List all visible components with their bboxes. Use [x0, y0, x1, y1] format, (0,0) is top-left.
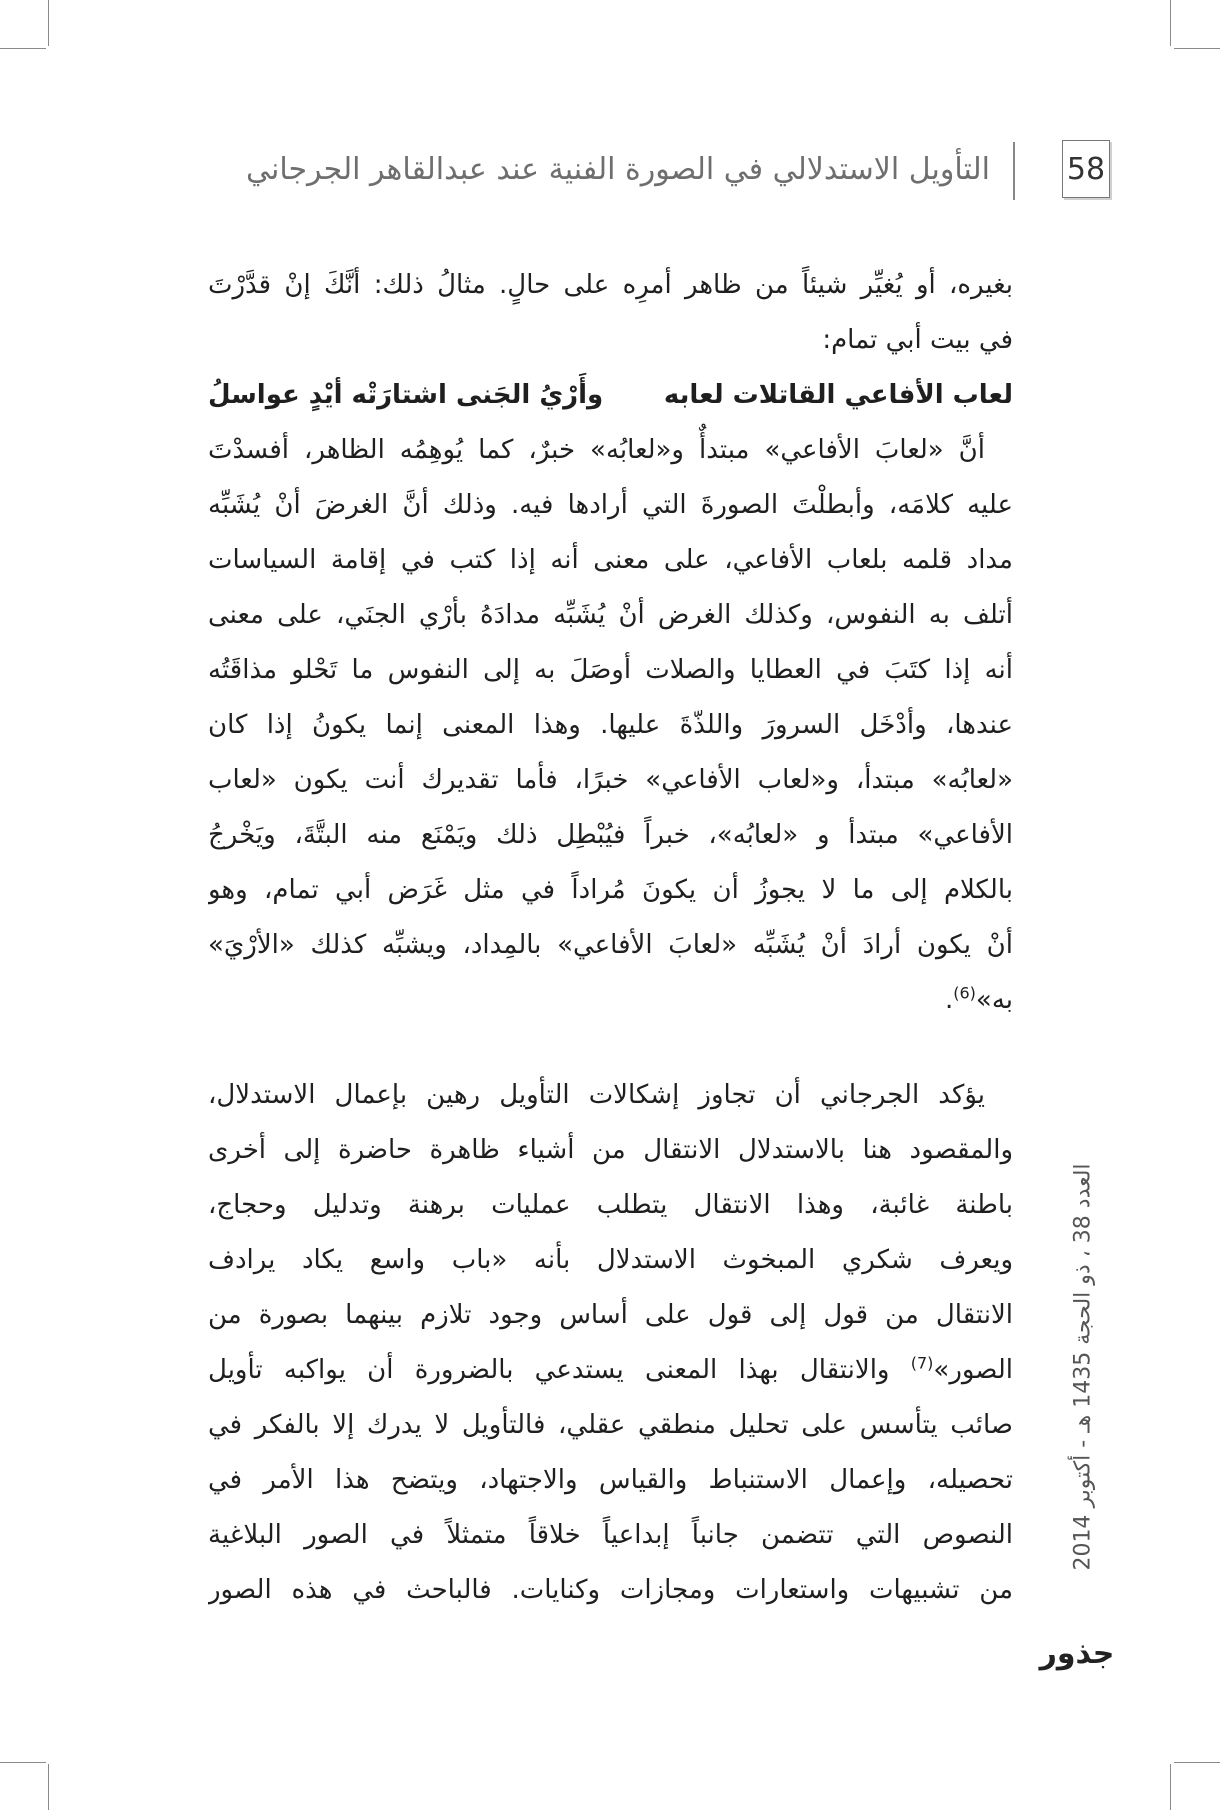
poem-verse — [208, 368, 1013, 423]
text-line: الانتقال من قول إلى قول على أساس وجود تلازم بينهما بصورة من — [208, 1300, 1013, 1330]
text-line — [208, 1343, 1013, 1398]
crop-mark — [0, 48, 46, 49]
text-line: ويعرف شكري المبخوث الاستدلال بأنه «باب واسع يكاد يرادف — [208, 1245, 1013, 1275]
text-line: عندها، وأدْخَل السرورَ واللذّةَ عليها. وهذا المعنى إنما يكونُ إذا كان — [208, 710, 1013, 740]
issue-info — [1061, 1112, 1105, 1622]
text-line: «لعابُه» مبتدأ، و«لعاب الأفاعي» خبرًا، فأما تقديرك أنت يكون «لعاب — [208, 765, 1013, 795]
paragraph-gap — [208, 1028, 1013, 1068]
text-fragment: والانتقال بهذا المعنى يستدعي بالضرورة أن يواكبه تأويل — [208, 1355, 911, 1385]
text-line: أتلف به النفوس، وكذلك الغرض أنْ يُشَبِّه مدادَهُ بأرْي الجنَي، على معنى — [208, 600, 1013, 630]
text-line: يؤكد الجرجاني أن تجاوز إشكالات التأويل رهين بإعمال الاستدلال، — [208, 1080, 985, 1110]
running-title: التأويل الاستدلالي في الصورة الفنية عند عبدالقاهر الجرجاني — [246, 152, 990, 187]
text-line: النصوص التي تتضمن جانباً إبداعياً خلاقاً متمثلاً في الصور البلاغية — [208, 1520, 1013, 1550]
crop-mark — [0, 1762, 46, 1763]
crop-mark — [1174, 48, 1220, 49]
text-fragment: به» — [975, 985, 1013, 1015]
text-fragment: الصور» — [933, 1355, 1013, 1385]
journal-logo: جذور — [1039, 1635, 1115, 1671]
crop-mark — [1170, 0, 1171, 46]
crop-mark — [1170, 1764, 1171, 1810]
verse-hemistich-2: وأَرْيُ الجَنى اشتارَتْه أيْدٍ عواسلُ — [208, 380, 604, 410]
text-line: صائب يتأسس على تحليل منطقي عقلي، فالتأويل لا يدرك إلا بالفكر في — [208, 1410, 1013, 1440]
text-column — [208, 258, 1013, 1618]
header-divider — [1013, 142, 1015, 200]
crop-mark — [1174, 1762, 1220, 1763]
text-line: بغيره، أو يُغيِّر شيئاً من ظاهر أمرِه على حالٍ. مثالُ ذلك: أنَّكَ إنْ قدَّرْتَ — [208, 270, 1013, 300]
text-line: أنْ يكون أرادَ أنْ يُشَبِّه «لعابَ الأفاعي» بالمِداد، ويشبِّه كذلك «الأرْيَ» — [208, 930, 1013, 960]
issue-info-text: العدد 38 ، ذو الحجة 1435 هـ - أكتوبر 2014 — [1070, 1163, 1096, 1571]
crop-mark — [48, 0, 49, 46]
text-line: عليه كلامَه، وأبطلْتَ الصورةَ التي أرادها فيه. وذلك أنَّ الغرضَ أنْ يُشَبِّه — [208, 490, 1013, 520]
page-number: 58 — [1062, 140, 1110, 198]
footnote-marker: (6) — [953, 983, 976, 1003]
text-line: مداد قلمه بلعاب الأفاعي، على معنى أنه إذا كتب في إقامة السياسات — [208, 545, 1013, 575]
text-line — [208, 973, 1013, 1028]
text-line: باطنة غائبة، وهذا الانتقال يتطلب عمليات برهنة وتدليل وحجاج، — [208, 1190, 1013, 1220]
text-line: الأفاعي» مبتدأ و «لعابُه»، خبراً فيُبْطِل ذلك ويَمْنَع منه البتَّةَ، ويَخْرجُ — [208, 820, 1013, 850]
text-line: والمقصود هنا بالاستدلال الانتقال من أشياء ظاهرة حاضرة إلى أخرى — [208, 1135, 1013, 1165]
text-fragment: . — [944, 985, 954, 1015]
text-line: من تشبيهات واستعارات ومجازات وكنايات. فالباحث في هذه الصور — [208, 1575, 1013, 1605]
crop-mark — [48, 1764, 49, 1810]
text-line: أنَّ «لعابَ الأفاعي» مبتدأٌ و«لعابُه» خبرٌ، كما يُوهِمُه الظاهر، أفسدْتَ — [208, 435, 985, 465]
footnote-marker: (7) — [910, 1353, 934, 1373]
text-line: في بيت أبي تمام: — [822, 325, 1013, 355]
verse-hemistich-1: لعاب الأفاعي القاتلات لعابه — [663, 380, 1013, 410]
text-line: بالكلام إلى ما لا يجوزُ أن يكونَ مُراداً في مثل غَرَض أبي تمام، وهو — [208, 875, 1013, 905]
text-line: تحصيله، وإعمال الاستنباط والقياس والاجتهاد، ويتضح هذا الأمر في — [208, 1465, 1013, 1495]
text-line: أنه إذا كتَبَ في العطايا والصلات أوصَلَ به إلى النفوس ما تَحْلو مذاقَتُه — [208, 655, 1013, 685]
